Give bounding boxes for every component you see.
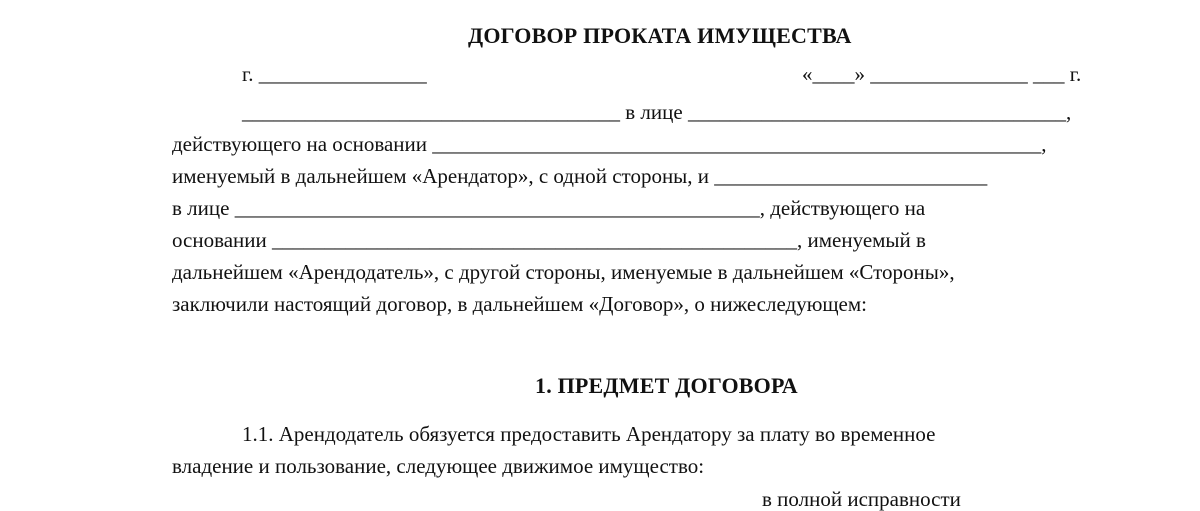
section-heading: 1. ПРЕДМЕТ ДОГОВОРА: [535, 373, 798, 398]
date-field: «____» _______________ ___ г.: [802, 62, 1082, 86]
preamble-line: в лице __________________________________________________, действующего на: [172, 196, 926, 220]
preamble-line: именуемый в дальнейшем «Арендатор», с одной стороны, и __________________________: [172, 164, 988, 188]
preamble-line: основании __________________________________________________, именуемый в: [172, 228, 926, 252]
clause-line: 1.1. Арендодатель обязуется предоставить Арендатору за плату во временное: [242, 422, 936, 446]
city-field: г. ________________: [242, 62, 427, 86]
preamble-line: действующего на основании __________________________________________________________,: [172, 132, 1047, 156]
preamble-line: ____________________________________ в лице ____________________________________,: [242, 100, 1072, 124]
preamble-line: дальнейшем «Арендодатель», с другой стороны, именуемые в дальнейшем «Стороны»,: [172, 260, 955, 284]
document-title: ДОГОВОР ПРОКАТА ИМУЩЕСТВА: [468, 23, 852, 48]
clause-line: владение и пользование, следующее движимое имущество:: [172, 454, 705, 478]
preamble-line: заключили настоящий договор, в дальнейшем «Договор», о нижеследующем:: [172, 292, 867, 316]
clause-line: в полной исправности: [762, 487, 961, 511]
